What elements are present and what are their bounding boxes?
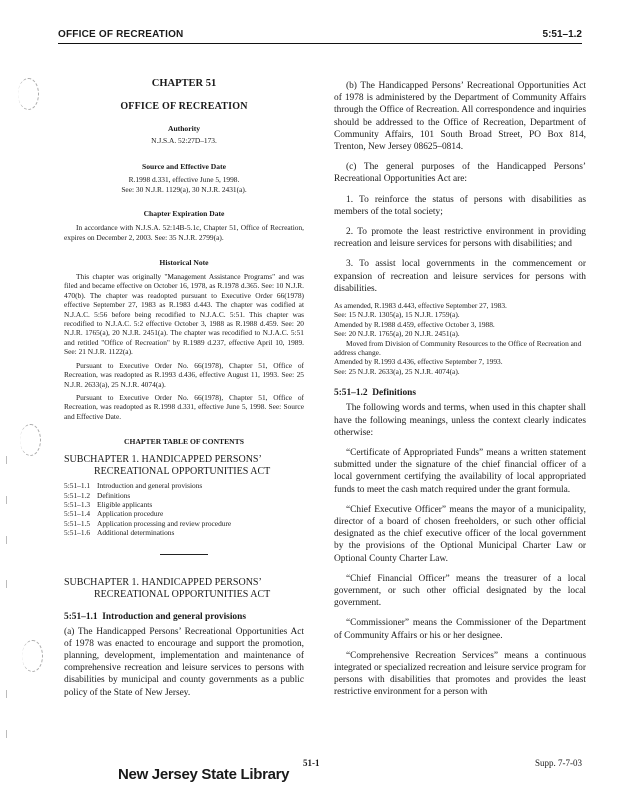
source-line: R.1998 d.331, effective June 5, 1998.	[128, 175, 240, 185]
amendment-line: See: 20 N.J.R. 1765(a), 20 N.J.R. 2451(a).	[334, 329, 460, 339]
expiration-heading: Chapter Expiration Date	[143, 209, 225, 219]
page-number: 51-1	[303, 758, 320, 768]
historical-note-heading: Historical Note	[159, 258, 209, 268]
header-title: OFFICE OF RECREATION	[58, 29, 184, 40]
toc-entry[interactable]: 5:51–1.1 Introduction and general provisions	[64, 481, 203, 491]
right-column	[334, 80, 586, 699]
amendment-line: Amended by R.1988 d.459, effective October 3, 1988.	[334, 319, 495, 329]
definition: “Certificate of Appropriated Funds” means a written statement submitted under the signature of the chief financial officer of a local government certifying the availability of local appropriated funds to meet the cash match required under the grant formula.	[334, 447, 586, 495]
divider	[160, 554, 208, 555]
list-item: 2. To promote the least restrictive environment in providing recreation and leisure services for persons with disabilities; and	[334, 227, 586, 250]
toc-entry[interactable]: 5:51–1.2 Definitions	[64, 490, 131, 500]
source-heading: Source and Effective Date	[141, 162, 226, 172]
definition: “Chief Executive Officer” means the mayor of a municipality, director of a board of chosen freeholders, or such other official designated as the chief executive officer of the local government by the provisions of the Optional Municipal Charter Law or Optional County Charter Law.	[334, 504, 586, 564]
header-section: 5:51–1.2	[542, 29, 582, 40]
definition: “Chief Financial Officer” means the treasurer of a local government, or such other official designated by the local government.	[334, 573, 586, 609]
subchapter-heading: SUBCHAPTER 1. HANDICAPPED PERSONS’	[64, 576, 262, 588]
margin-mark	[6, 580, 7, 588]
historical-note-text: Pursuant to Executive Order No. 66(1978), Chapter 51, Office of Recreation, was readopted as R.1998 d.331, effective June 5, 1998. See: Source and Effective Date.	[64, 392, 304, 421]
historical-note-text: This chapter was originally "Management Assistance Programs" and was filed and became effective on October 16, 1978, as R.1978 d.365. See: 10 N.J.R. 470(b). The chapter was readopted pursuant to Executive Order 66(1978) effective September 27, 1983 as R.1983 d.443. The chapter was codified at N.J.A.C. 5:56 before being recodified to N.J.A.C. 5:51. This chapter was recodified to N.J.A.C. 5:2 effective October 3, 1988 as R.1988 d.459. See: 20 N.J.R. 1765(a), 20 N.J.R. 2451(a). The chapter was recodified to N.J.A.C. 5:51 and retitled "Office of Recreation" by R.1989 d.237, effective April 10, 1989. See: 21 N.J.R. 1122(a).	[64, 272, 304, 357]
expiration-text: In accordance with N.J.S.A. 52:14B-5.1c, Chapter 51, Office of Recreation, expires on December 2, 2003. See: 35 N.J.R. 2799(a).	[64, 223, 304, 242]
punch-hole-bottom	[22, 640, 43, 672]
historical-note-text: Pursuant to Executive Order No. 66(1978), Chapter 51, Office of Recreation, was readopted as R.1993 d.436, effective August 11, 1993. See: 25 N.J.R. 2633(a), 25 N.J.R. 4074(a).	[64, 360, 304, 389]
left-column	[64, 52, 304, 699]
list-item: 1. To reinforce the status of persons with disabilities as members of the total society;	[334, 194, 586, 217]
library-stamp: New Jersey State Library	[118, 766, 290, 783]
chapter-title: OFFICE OF RECREATION	[120, 101, 248, 112]
toc-subchapter: SUBCHAPTER 1. HANDICAPPED PERSONS’	[64, 454, 262, 466]
margin-mark	[6, 496, 7, 504]
toc-entry[interactable]: 5:51–1.5 Application processing and review procedure	[64, 518, 232, 528]
amendment-line: Amended by R.1993 d.436, effective September 7, 1993.	[334, 357, 503, 367]
section-heading: 5:51–1.2 Definitions	[334, 388, 417, 399]
amendment-notes	[334, 301, 586, 376]
paragraph: (a) The Handicapped Persons’ Recreational Opportunities Act of 1978 was enacted to encourage and support the promotion, planning, development, implementation and maintenance of comprehensive recreation and leisure services to persons with disabilities by municipal and county governments as a public policy of the State of New Jersey.	[64, 626, 304, 698]
toc-heading: CHAPTER TABLE OF CONTENTS	[124, 437, 244, 447]
amendment-line: As amended, R.1983 d.443, effective September 27, 1983.	[334, 301, 507, 311]
running-header	[58, 27, 582, 44]
margin-mark	[6, 690, 7, 698]
list-item: 3. To assist local governments in the commencement or expansion of recreation and leisure services for persons with disabilities.	[334, 259, 586, 294]
amendment-line: See: 15 N.J.R. 1305(a), 15 N.J.R. 1759(a).	[334, 310, 460, 320]
toc-entry[interactable]: 5:51–1.6 Additional determinations	[64, 528, 175, 538]
toc-subchapter: RECREATIONAL OPPORTUNITIES ACT	[94, 466, 271, 478]
toc-entry[interactable]: 5:51–1.3 Eligible applicants	[64, 499, 153, 509]
chapter-number: CHAPTER 51	[151, 78, 217, 89]
source-line: See: 30 N.J.R. 1129(a), 30 N.J.R. 2431(a).	[121, 184, 247, 194]
amendment-line: See: 25 N.J.R. 2633(a), 25 N.J.R. 4074(a).	[334, 366, 460, 376]
paragraph: (b) The Handicapped Persons’ Recreational Opportunities Act of 1978 is administered by the Department of Community Affairs through the Office of Recreation. All correspondence and inquiries should be addressed to the Office of Recreation, Department of Community Affairs, 101 South Broad Street, PO Box 814, Trenton, New Jersey 08625–0814.	[334, 81, 586, 153]
amendment-line: Moved from Division of Community Resources to the Office of Recreation and address change.	[334, 338, 582, 358]
margin-mark	[6, 730, 7, 738]
section-heading: 5:51–1.1 Introduction and general provisions	[64, 611, 246, 622]
definition: “Comprehensive Recreation Services” means a continuous integrated or specialized recreation and leisure service program for persons with disabilities that promotes and provides the least restrictive environment for a person with	[334, 650, 586, 698]
punch-hole-top	[18, 78, 39, 110]
punch-hole-middle	[20, 424, 41, 456]
supplement-date: Supp. 7-7-03	[535, 758, 582, 768]
authority-text: N.J.S.A. 52:27D–173.	[151, 136, 217, 145]
authority-heading: Authority	[167, 124, 201, 133]
toc-list	[64, 481, 304, 537]
margin-mark	[6, 456, 7, 464]
subchapter-heading: RECREATIONAL OPPORTUNITIES ACT	[94, 588, 271, 600]
margin-mark	[6, 536, 7, 544]
paragraph: (c) The general purposes of the Handicapped Persons’ Recreational Opportunities Act are:	[334, 162, 586, 185]
definition: “Commissioner” means the Commissioner of the Department of Community Affairs or his or her designee.	[334, 618, 586, 641]
paragraph: The following words and terms, when used in this chapter shall have the following meanings, unless the context clearly indicates otherwise:	[334, 403, 586, 438]
toc-entry[interactable]: 5:51–1.4 Application procedure	[64, 509, 164, 519]
